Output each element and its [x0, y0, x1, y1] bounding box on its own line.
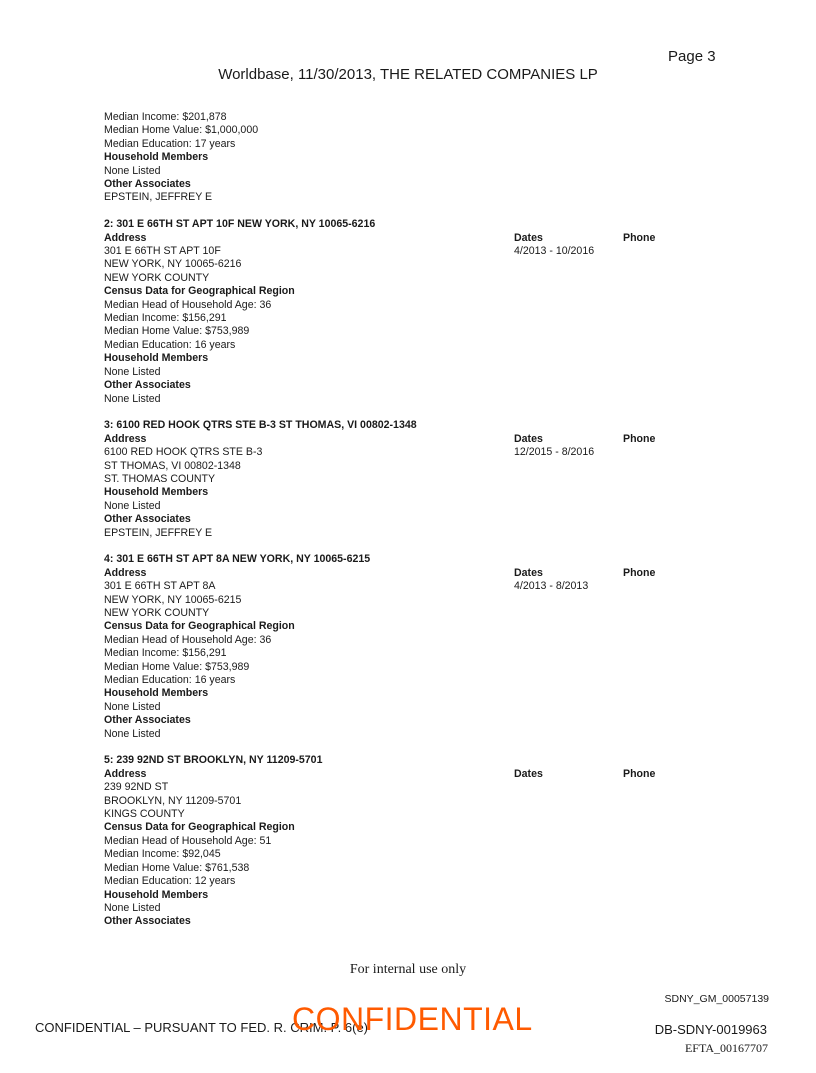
confidential-notice: CONFIDENTIAL – PURSUANT TO FED. R. CRIM. P. 6(e) [35, 1020, 369, 1035]
median-home-value: Median Home Value: $1,000,000 [104, 124, 259, 137]
other-associates-heading: Other Associates [104, 178, 191, 191]
dates-column [514, 232, 594, 259]
confidential-stamp: CONFIDENTIAL [292, 1001, 533, 1037]
record-heading: 3: 6100 RED HOOK QTRS STE B-3 ST THOMAS, VI 00802-1348 [104, 419, 417, 432]
phone-column [623, 232, 655, 245]
internal-use-note: For internal use only [349, 962, 467, 977]
census-line: Median Head of Household Age: 51 [104, 834, 272, 847]
dates-value: 12/2015 - 8/2016 [514, 446, 595, 459]
census-line: Median Home Value: $761,538 [104, 861, 250, 874]
address-label: Address [104, 432, 147, 445]
dates-column [514, 768, 543, 781]
household-members-heading: Household Members [104, 151, 209, 164]
dates-label: Dates [514, 566, 543, 579]
household-members-heading: Household Members [104, 687, 209, 700]
dates-label: Dates [514, 767, 543, 780]
address-record [104, 553, 724, 741]
address-line: 301 E 66TH ST APT 10F [104, 245, 221, 258]
phone-column [623, 567, 655, 580]
address-label: Address [104, 566, 147, 579]
dates-label: Dates [514, 432, 543, 445]
other-associates-value: EPSTEIN, JEFFREY E [104, 526, 213, 539]
household-members-heading: Household Members [104, 486, 209, 499]
record-heading: 2: 301 E 66TH ST APT 10F NEW YORK, NY 10065-6216 [104, 218, 376, 231]
report-body [104, 111, 724, 929]
efta-number: EFTA_00167707 [684, 1041, 768, 1055]
address-record [104, 218, 724, 406]
census-line: Median Home Value: $753,989 [104, 325, 250, 338]
dates-label: Dates [514, 231, 543, 244]
census-line: Median Education: 16 years [104, 674, 236, 687]
address-line: ST THOMAS, VI 00802-1348 [104, 459, 241, 472]
median-income: Median Income: $201,878 [104, 111, 227, 123]
dates-value: 4/2013 - 10/2016 [514, 245, 595, 258]
address-line: BROOKLYN, NY 11209-5701 [104, 794, 242, 807]
other-associates-value: EPSTEIN, JEFFREY E [104, 191, 213, 204]
household-members-value: None Listed [104, 499, 161, 512]
phone-column [623, 433, 655, 446]
census-heading: Census Data for Geographical Region [104, 285, 295, 298]
household-members-heading: Household Members [104, 352, 209, 365]
address-line: NEW YORK COUNTY [104, 606, 210, 619]
address-line: KINGS COUNTY [104, 808, 185, 821]
census-line: Median Education: 12 years [104, 875, 236, 888]
other-associates-value: None Listed [104, 392, 161, 405]
record-heading: 5: 239 92ND ST BROOKLYN, NY 11209-5701 [104, 754, 323, 767]
phone-label: Phone [623, 767, 656, 780]
address-line: NEW YORK COUNTY [104, 271, 210, 284]
census-line: Median Home Value: $753,989 [104, 660, 250, 673]
phone-label: Phone [623, 566, 656, 579]
address-line: ST. THOMAS COUNTY [104, 472, 216, 485]
address-label: Address [104, 231, 147, 244]
census-line: Median Head of Household Age: 36 [104, 298, 272, 311]
address-line: 301 E 66TH ST APT 8A [104, 580, 216, 593]
census-heading: Census Data for Geographical Region [104, 821, 295, 834]
household-members-value: None Listed [104, 700, 161, 713]
bates-number-db: DB-SDNY-0019963 [654, 1022, 767, 1037]
page-number: Page 3 [668, 48, 716, 65]
dates-column [514, 567, 588, 594]
document-title: Worldbase, 11/30/2013, THE RELATED COMPANIES LP [218, 66, 598, 83]
record-heading: 4: 301 E 66TH ST APT 8A NEW YORK, NY 10065-6215 [104, 553, 371, 566]
address-record [104, 754, 724, 928]
census-line: Median Head of Household Age: 36 [104, 633, 272, 646]
dates-value: 4/2013 - 8/2013 [514, 580, 589, 593]
median-education: Median Education: 17 years [104, 137, 236, 150]
dates-column [514, 433, 594, 460]
phone-label: Phone [623, 432, 656, 445]
address-line: NEW YORK, NY 10065-6216 [104, 258, 242, 271]
other-associates-heading: Other Associates [104, 513, 191, 526]
census-line: Median Income: $156,291 [104, 647, 227, 660]
intro-section [104, 111, 724, 205]
address-record [104, 419, 724, 540]
address-line: 6100 RED HOOK QTRS STE B-3 [104, 446, 263, 459]
census-line: Median Education: 16 years [104, 338, 236, 351]
household-members-heading: Household Members [104, 888, 209, 901]
address-label: Address [104, 767, 147, 780]
phone-column [623, 768, 655, 781]
household-members-value: None Listed [104, 901, 161, 914]
census-line: Median Income: $156,291 [104, 312, 227, 325]
phone-label: Phone [623, 231, 656, 244]
other-associates-heading: Other Associates [104, 379, 191, 392]
address-line: NEW YORK, NY 10065-6215 [104, 593, 242, 606]
address-line: 239 92ND ST [104, 781, 169, 794]
census-heading: Census Data for Geographical Region [104, 620, 295, 633]
household-members-value: None Listed [104, 164, 161, 177]
other-associates-heading: Other Associates [104, 714, 191, 727]
bates-number-gm: SDNY_GM_00057139 [664, 993, 769, 1005]
census-line: Median Income: $92,045 [104, 848, 221, 861]
other-associates-value: None Listed [104, 727, 161, 740]
household-members-value: None Listed [104, 365, 161, 378]
other-associates-heading: Other Associates [104, 915, 191, 928]
